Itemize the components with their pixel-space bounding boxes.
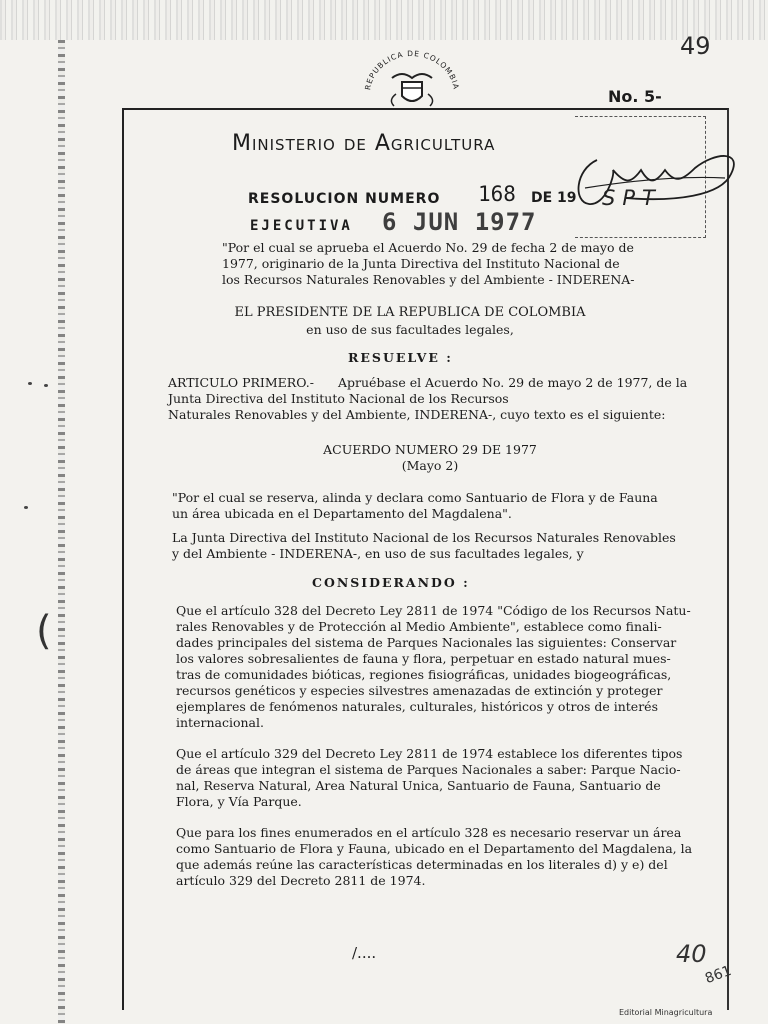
considerando-paragraph-1: Que el artículo 328 del Decreto Ley 2811 de 1974 "Código de los Recursos Natu- rales Renovables y de Protección al Medio Ambiente", establece como finali- dades principales del sistema de Parques Nacionales las siguientes: Conservar los valores sobresalientes de fauna y flora, perpetuar en estado natural mues- tras de comunidades bióticas, regiones fisiográficas, unidades biogeográficas, recursos genéticos y especies silvestres amenazadas de extinción y proteger ejemplares de fenómenos naturales, culturales, históricos y otros de interés internacional. (176, 603, 691, 730)
crest-text: REPUBLICA DE COLOMBIA (363, 48, 461, 91)
considerando-paragraph-3: Que para los fines enumerados en el artículo 328 es necesario reservar un área como Santuario de Flora y Fauna, ubicado en el Departamento del Magdalena, la que además reúne las características determinadas en los literales d) y e) del artículo 329 del Decreto 2811 de 1974. (176, 825, 693, 888)
handwritten-code: 861 (703, 962, 734, 988)
document-number-label: No. 5- (608, 87, 662, 106)
acuerdo-quote: "Por el cual se reserva, alinda y declara como Santuario de Flora y de Fauna un área ubicada en el Departamento del Magdalena". (172, 490, 658, 521)
date-stamp: 6 JUN 1977 (382, 208, 537, 236)
scan-speck (44, 384, 48, 387)
coat-of-arms-seal (352, 48, 472, 110)
articulo-label: ARTICULO PRIMERO.- (168, 375, 314, 390)
acuerdo-date: (Mayo 2) (401, 458, 459, 473)
scan-hole-mark: ( (36, 608, 52, 654)
handwritten-signature (555, 140, 745, 230)
resolution-year-prefix: 19 (557, 190, 577, 206)
handwritten-corner-number: 49 (680, 32, 711, 60)
scan-speck (24, 506, 28, 509)
editorial-imprint: Editorial Minagricultura (619, 1008, 713, 1017)
scan-noise-left (58, 40, 65, 1024)
acuerdo-title: ACUERDO NUMERO 29 DE 1977 (323, 442, 537, 457)
resolution-number: 168 (478, 182, 516, 206)
resolution-label: RESOLUCION NUMERO (248, 191, 441, 207)
preamble-text: "Por el cual se aprueba el Acuerdo No. 29 de fecha 2 de mayo de 1977, originario de la Junta Directiva del Instituto Nacional de los Recursos Naturales Renovables y del Ambiente - INDERENA- (222, 240, 635, 287)
signature-initials: SPT (602, 186, 662, 210)
junta-text: La Junta Directiva del Instituto Nacional de los Recursos Naturales Renovables y del Ambiente - INDERENA-, en uso de sus facultades legales, y (172, 530, 676, 561)
resuelve-heading: RESUELVE : (348, 350, 453, 365)
articulo-text: Apruébase el Acuerdo No. 29 de mayo 2 de 1977, de la Junta Directiva del Instituto Nacional de los Recursos Naturales Renovables y del Ambiente, INDERENA-, cuyo texto es el siguiente: (168, 375, 688, 422)
considerando-heading: CONSIDERANDO : (312, 575, 470, 590)
considerando-paragraph-2: Que el artículo 329 del Decreto Ley 2811 de 1974 establece los diferentes tipos de áreas que integran el sistema de Parques Nacionales a saber: Parque Nacio- nal, Reserva Natural, Area Natural Unica, Santuario de Fauna, Santuario de Flora, y Vía Parque. (176, 746, 683, 809)
handwritten-page-number: 40 (676, 940, 707, 968)
scan-speck (28, 382, 32, 385)
continuation-mark: /.... (352, 944, 377, 962)
resolution-de: DE (531, 190, 553, 206)
faculties-text: en uso de sus facultades legales, (306, 322, 514, 337)
scan-noise-top (0, 0, 768, 40)
ministry-title: Ministerio de Agricultura (232, 131, 496, 156)
president-heading: EL PRESIDENTE DE LA REPUBLICA DE COLOMBIA (234, 305, 586, 320)
ejecutiva-label: EJECUTIVA (250, 218, 353, 234)
